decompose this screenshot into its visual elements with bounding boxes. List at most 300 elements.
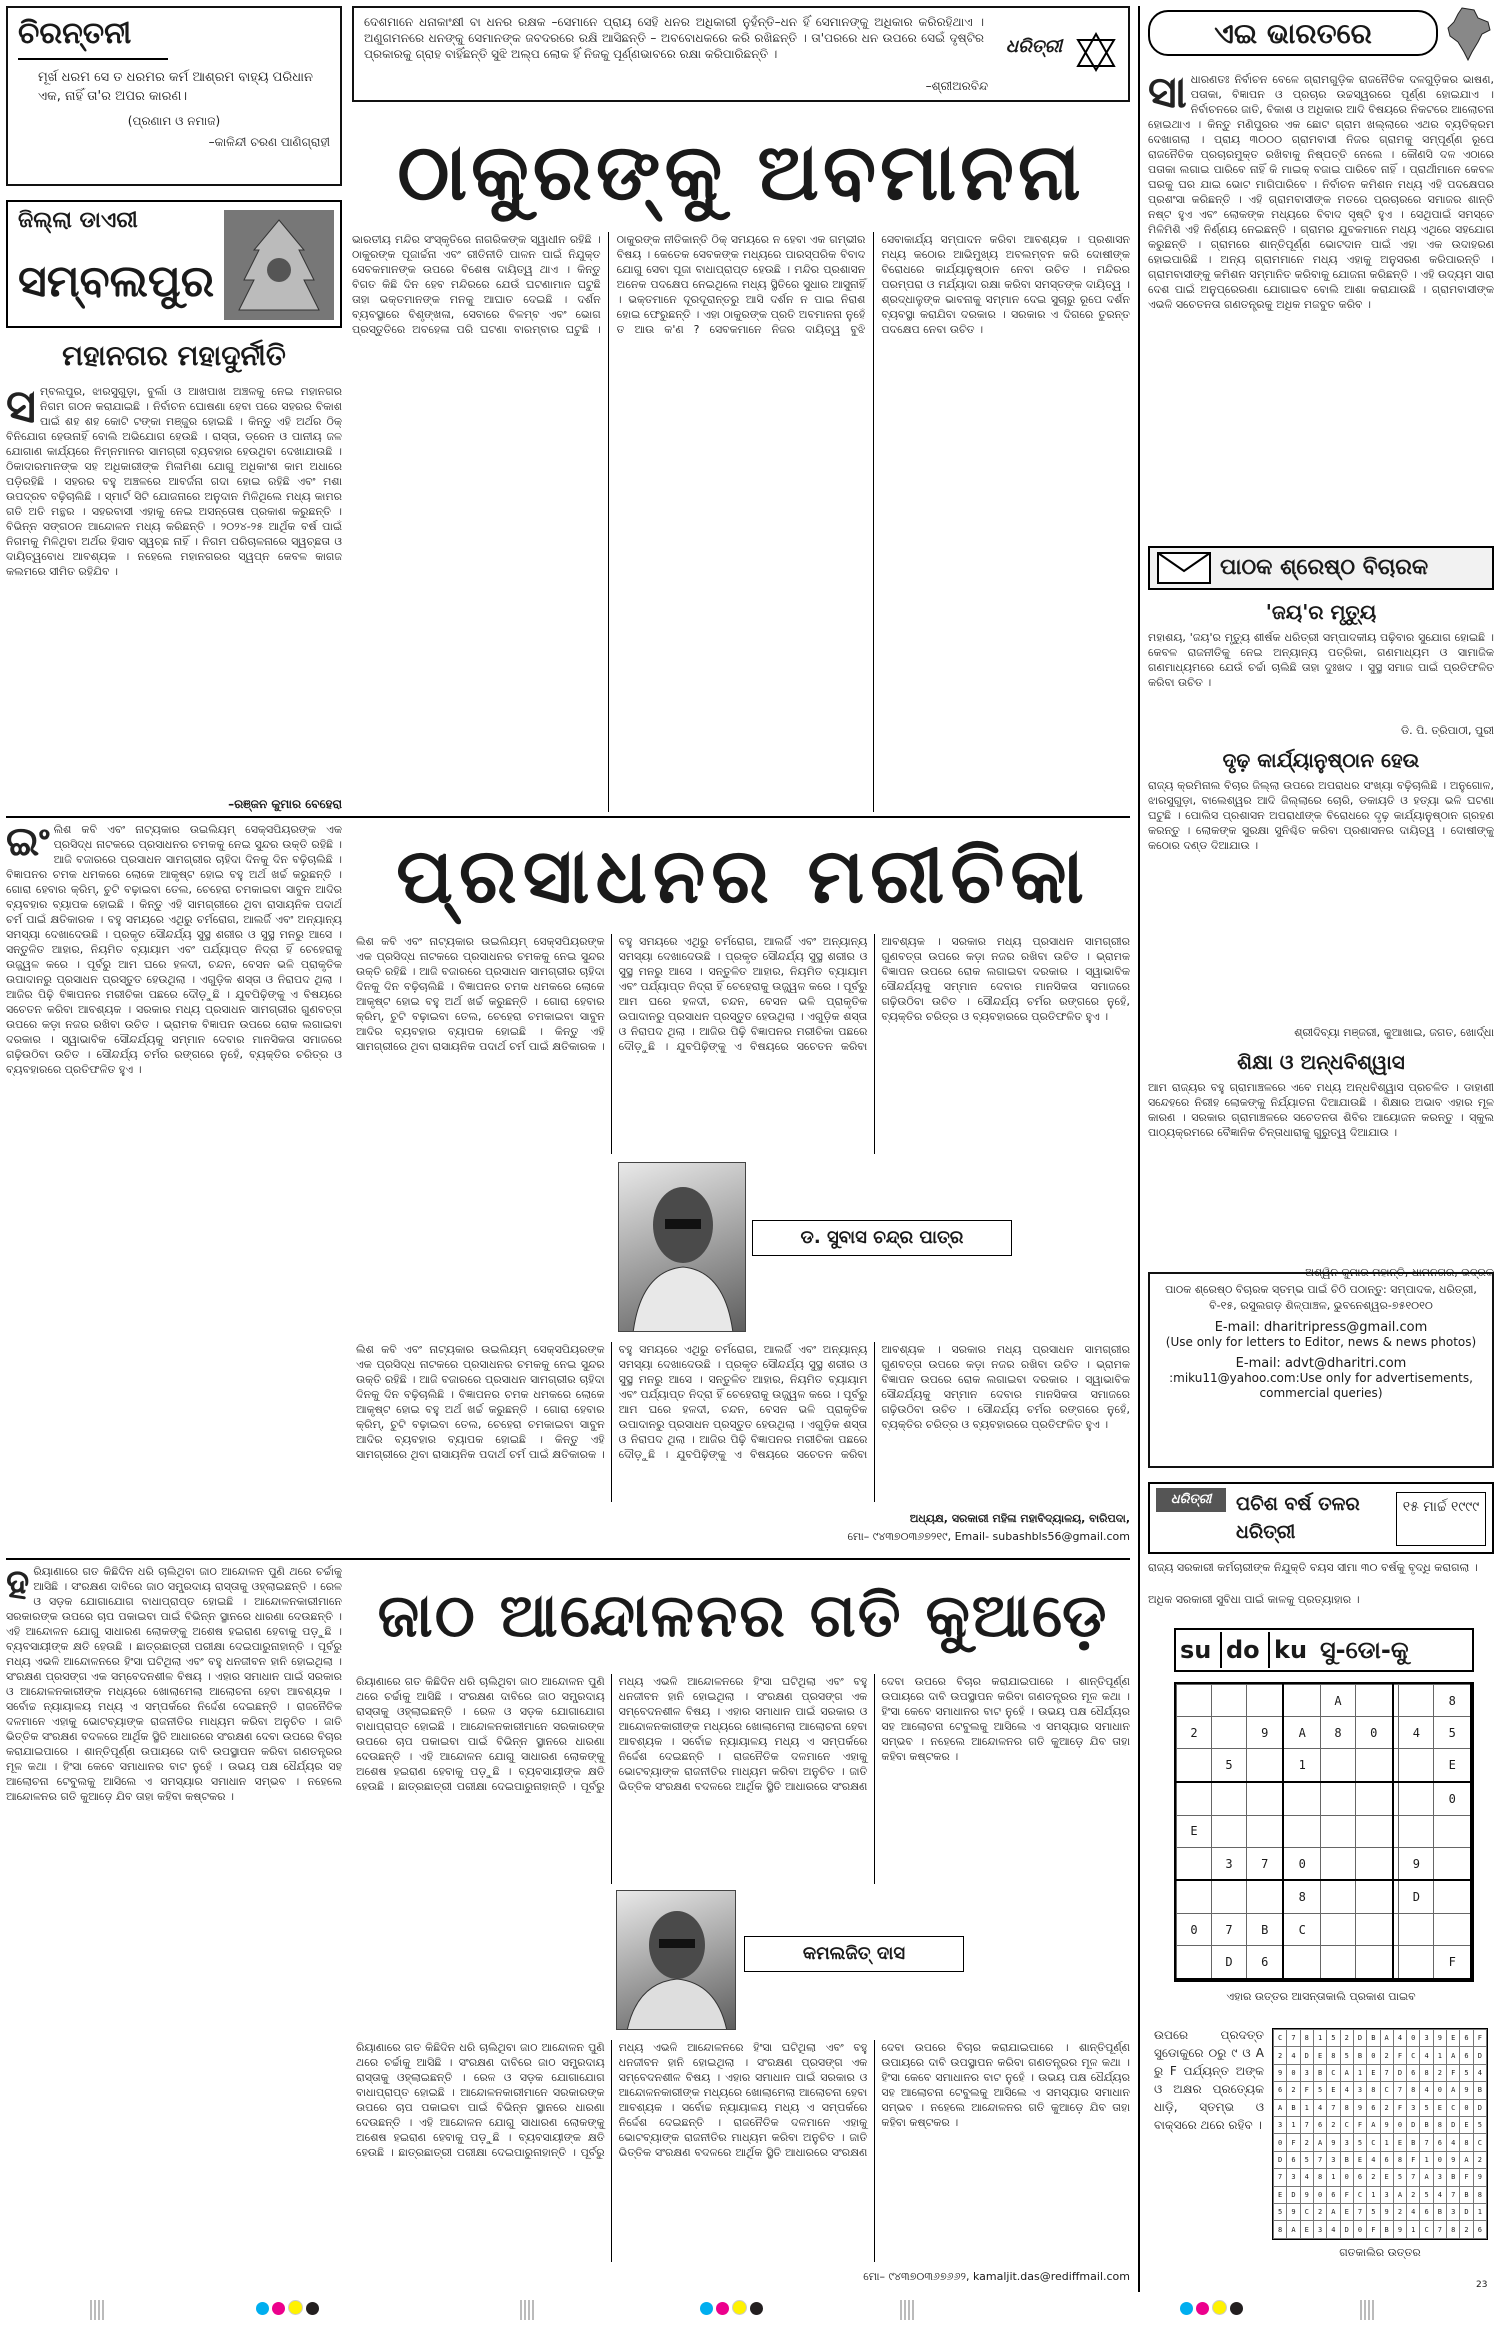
dharitri-logo: ଧରିତ୍ରୀ — [1005, 36, 1062, 57]
solution-cell: F — [1300, 2082, 1313, 2099]
solution-cell: 6 — [1287, 2151, 1300, 2168]
sudoku-instructions: ଉପରେ ପ୍ରଦତ୍ତ ସୁଡୋକୁରେ ୦ରୁ ୯ ଓ A ରୁ F ପର୍ଯ୍ୟନ୍ତ ଅଙ୍କ ଓ ଅକ୍ଷର ପ୍ରତ୍ୟେକ ଧାଡ଼ି, ସ୍ତମ୍ଭ ଓ ବାକ୍ସରେ ଥରେ ରହିବ । — [1154, 2028, 1264, 2132]
solution-cell: D — [1287, 2186, 1300, 2203]
solution-cell: C — [1447, 2099, 1460, 2116]
solution-cell: A — [1367, 2117, 1380, 2134]
solution-cell: C — [1340, 2117, 1353, 2134]
sudoku-cell[interactable]: 0 — [1434, 1782, 1471, 1815]
sudoku-title-do: do — [1220, 1632, 1260, 1668]
solution-cell: 5 — [1367, 2204, 1380, 2221]
solution-cell: 2 — [1393, 2204, 1406, 2221]
prasadhana-headline: ପ୍ରସାଧନର ମରୀଚିକା — [396, 831, 1090, 920]
district-author: –ରଞ୍ଜନ କୁମାର ବେହେରା — [228, 797, 342, 811]
solution-cell: 6 — [1420, 2204, 1433, 2221]
sudoku-solution-caption: ଗତକାଲିର ଉତ୍ତର — [1339, 2246, 1421, 2259]
prasadhana-contact: ମୋ– ୯୪୩୭୦୩୬୭୨୧୯, Email- subashbls56@gmail.com — [847, 1530, 1130, 1543]
sudoku-cell[interactable] — [1434, 1847, 1471, 1880]
sudoku-cell[interactable] — [1355, 1749, 1392, 1782]
solution-cell: 1 — [1327, 2169, 1340, 2186]
sudoku-cell[interactable]: 8 — [1434, 1685, 1471, 1717]
sudoku-cell[interactable]: 9 — [1399, 1847, 1434, 1880]
solution-cell: 7 — [1353, 2204, 1366, 2221]
solution-cell: 0 — [1433, 2082, 1446, 2099]
letters-header: ପାଠକ ଶ୍ରେଷ୍ଠ ବିଚାରକ — [1220, 555, 1429, 580]
solution-cell: 4 — [1287, 2047, 1300, 2064]
solution-cell: 3 — [1340, 2134, 1353, 2151]
sudoku-cell[interactable] — [1211, 1685, 1246, 1717]
pachisa-item-2: ଅଧିକ ସରକାରୀ ସୁବିଧା ପାଇଁ କାଳକୁ ପ୍ରତ୍ୟାହାର । — [1148, 1593, 1360, 1606]
solution-cell: 2 — [1274, 2047, 1287, 2064]
solution-cell: B — [1367, 2030, 1380, 2047]
sudoku-cell[interactable]: C — [1283, 1914, 1320, 1946]
sudoku-cell[interactable]: 9 — [1246, 1717, 1283, 1749]
solution-cell: 8 — [1433, 2117, 1446, 2134]
sudoku-cell[interactable] — [1177, 1749, 1212, 1782]
solution-cell: F — [1460, 2169, 1473, 2186]
solution-cell: 4 — [1433, 2186, 1446, 2203]
solution-cell: 8 — [1447, 2221, 1460, 2239]
solution-cell: F — [1473, 2030, 1486, 2047]
solution-cell: 6 — [1327, 2186, 1340, 2203]
sudoku-cell[interactable] — [1355, 1685, 1392, 1717]
solution-cell: 4 — [1300, 2169, 1313, 2186]
solution-cell: B — [1287, 2099, 1300, 2116]
right-column-rule — [1138, 6, 1140, 2292]
solution-cell: E — [1313, 2047, 1326, 2064]
sudoku-cell[interactable]: 0 — [1177, 1914, 1212, 1946]
solution-cell: F — [1353, 2117, 1366, 2134]
sudoku-cell[interactable] — [1211, 1717, 1246, 1749]
solution-cell: 8 — [1393, 2151, 1406, 2168]
prasadhana-byline: ଡ. ସୁବାସ ଚନ୍ଦ୍ର ପାତ୍ର — [752, 1220, 1012, 1256]
sudoku-cell[interactable] — [1321, 1946, 1356, 1979]
solution-cell: 0 — [1407, 2030, 1420, 2047]
grey-bar — [90, 2300, 106, 2320]
solution-cell: 0 — [1460, 2099, 1473, 2116]
sudoku-cell[interactable] — [1399, 1782, 1434, 1815]
solution-cell: E — [1327, 2082, 1340, 2099]
sudoku-cell[interactable] — [1399, 1749, 1434, 1782]
solution-cell: 4 — [1473, 2064, 1486, 2081]
solution-cell: D — [1447, 2117, 1460, 2134]
sudoku-cell[interactable] — [1399, 1815, 1434, 1847]
solution-cell: E — [1353, 2151, 1366, 2168]
sudoku-cell[interactable] — [1246, 1749, 1283, 1782]
sudoku-cell[interactable]: D — [1211, 1946, 1246, 1979]
solution-cell: 8 — [1460, 2134, 1473, 2151]
pachisa-item-1: ରାଜ୍ୟ ସରକାରୀ କର୍ମଚାରୀଙ୍କ ନିଯୁକ୍ତି ବୟସ ସୀମା ୩୦ ବର୍ଷକୁ ବୃଦ୍ଧି କରାଗଲା । — [1148, 1561, 1478, 1574]
sudoku-cell[interactable] — [1321, 1815, 1356, 1847]
pachisa-section — [1148, 1482, 1494, 1612]
solution-cell: B — [1353, 2047, 1366, 2064]
solution-cell: 7 — [1433, 2221, 1446, 2239]
solution-cell: 6 — [1367, 2099, 1380, 2116]
top-quote-text: ଦେଶମାନେ ଧନାକାଂକ୍ଷୀ ବା ଧନର ରକ୍ଷକ –ସେମାନେ ପ୍ରାୟ ସେହି ଧନର ଅଧିକାରୀ ନୁହଁନ୍ତି–ଧନ ହିଁ ସେମାନଙ୍କୁ ଅଧିକାର କରିରହିଥାଏ । ଅଣୁଗମନରେ ଧନଙ୍କୁ ସେମାନଙ୍କ ଜବଦରରେ ରକ୍ଷି ଆସିଛନ୍ତି – ଅବବୋଧକରେ କରି ରଖିଛନ୍ତି । ତା'ପରରେ ଧନ ଉପରେ ସେଇଁ ଦୃଷ୍ଟିର ପ୍ରକାରକୁ ଗ୍ରାହ ବାହିଁଛନ୍ତି ସୁଝି ଅଲ୍ପ ଲୋକ ହିଁ ନିଜକୁ ପୂର୍ଣ୍ଣଭାବରେ ରକ୍ଷା କରିପାରିଛନ୍ତି । — [364, 15, 984, 61]
solution-cell: 5 — [1313, 2082, 1326, 2099]
sudoku-cell[interactable]: A — [1283, 1717, 1320, 1749]
solution-cell: 1 — [1300, 2099, 1313, 2116]
solution-cell: F — [1287, 2134, 1300, 2151]
solution-cell: F — [1407, 2151, 1420, 2168]
sudoku-cell[interactable] — [1434, 1914, 1471, 1946]
solution-cell: 1 — [1420, 2151, 1433, 2168]
sudoku-cell[interactable] — [1355, 1847, 1392, 1880]
solution-cell: B — [1433, 2204, 1446, 2221]
jath-article — [6, 1564, 1130, 2292]
jath-contact: ମୋ– ୯୪୩୭୦୩୬୭୬୬୨, kamaljit.das@rediffmail.com — [863, 2270, 1130, 2283]
solution-cell: 9 — [1380, 2117, 1393, 2134]
sudoku-cell[interactable] — [1355, 1782, 1392, 1815]
solution-cell: 7 — [1380, 2064, 1393, 2081]
sudoku-cell[interactable] — [1283, 1782, 1320, 1815]
registration-marks-2 — [520, 2300, 538, 2324]
solution-cell: E — [1340, 2204, 1353, 2221]
solution-cell: E — [1393, 2134, 1406, 2151]
solution-cell: 0 — [1313, 2186, 1326, 2203]
jath-headline: ଜାଠ ଆନ୍ଦୋଳନର ଗତି କୁଆଡ଼େ — [377, 1581, 1109, 1651]
sudoku-cell[interactable] — [1246, 1815, 1283, 1847]
solution-cell: 7 — [1313, 2151, 1326, 2168]
solution-cell: 3 — [1420, 2030, 1433, 2047]
solution-cell: 6 — [1460, 2047, 1473, 2064]
registration-marks-6 — [1360, 2300, 1378, 2324]
solution-cell: 5 — [1420, 2099, 1433, 2116]
solution-cell: 5 — [1460, 2064, 1473, 2081]
registration-marks-left — [90, 2300, 108, 2324]
chirantani-source: (ପ୍ରଣାମ ଓ ନମାଜ) — [127, 114, 221, 128]
pachisa-brand: ଧରିତ୍ରୀ — [1156, 1488, 1226, 1512]
solution-cell: 1 — [1367, 2186, 1380, 2203]
solution-cell: 3 — [1274, 2117, 1287, 2134]
solution-cell: 2 — [1287, 2082, 1300, 2099]
letter-1-title: 'ଜୟ'ର ମୃତ୍ୟୁ — [1265, 600, 1377, 624]
letter-2-body: ରାଜ୍ୟ କ୍ରମିନାଲ ବିଚାର ଜିଲ୍ଲା ଉପରେ ଅପରାଧର ସଂଖ୍ୟା ବଢ଼ିଚାଲିଛି । ଅନୁଗୋଳ, ଝାରସୁଗୁଡ଼ା, ବାଲେଶ୍ୱର ଆଦି ଜିଲ୍ଲାରେ ଚୋରି, ଡକାୟତି ଓ ହତ୍ୟା ଭଳି ଘଟଣା ଘଟୁଛି । ପୋଲିସ ପ୍ରଶାସନ ଅପରାଧୀଙ୍କ ବିରୋଧରେ ଦୃଢ଼ କାର୍ଯ୍ୟାନୁଷ୍ଠାନ ଗ୍ରହଣ କରନ୍ତୁ । ଲୋକଙ୍କ ସୁରକ୍ଷା ସୁନିଶ୍ଚିତ କରିବା ପ୍ରଶାସନର ଦାୟିତ୍ୱ । ଦୋଷୀଙ୍କୁ କଠୋର ଦଣ୍ଡ ଦିଆଯାଉ । — [1148, 779, 1494, 852]
registration-marks-4 — [900, 2300, 918, 2324]
sudoku-cell[interactable] — [1177, 1782, 1212, 1815]
sudoku-cell[interactable] — [1355, 1914, 1392, 1946]
solution-cell: 7 — [1287, 2030, 1300, 2047]
registration-marks-5 — [1180, 2300, 1246, 2324]
district-name: ସମ୍ବଲପୁର — [18, 256, 215, 307]
solution-cell: 8 — [1327, 2047, 1340, 2064]
solution-cell: 3 — [1407, 2099, 1420, 2116]
solution-cell: A — [1447, 2047, 1460, 2064]
solution-cell: 5 — [1473, 2117, 1486, 2134]
solution-cell: 3 — [1300, 2064, 1313, 2081]
prasadhana-footer: ଅଧ୍ୟକ୍ଷ, ସରକାରୀ ମହିଳା ମହାବିଦ୍ୟାଳୟ, ବାରିପଦା, — [909, 1512, 1130, 1525]
sudoku-cell[interactable]: E — [1434, 1749, 1471, 1782]
solution-cell: 8 — [1313, 2169, 1326, 2186]
solution-cell: 1 — [1287, 2117, 1300, 2134]
letters-section — [1148, 546, 1494, 1316]
solution-cell: 7 — [1300, 2117, 1313, 2134]
sudoku-cell[interactable] — [1321, 1749, 1356, 1782]
jath-byline: କମଲଜିତ୍ ଦାସ — [744, 1936, 964, 1972]
solution-cell: 9 — [1327, 2134, 1340, 2151]
solution-cell: B — [1340, 2151, 1353, 2168]
solution-cell: A — [1393, 2186, 1406, 2203]
solution-cell: 9 — [1380, 2204, 1393, 2221]
solution-cell: F — [1393, 2099, 1406, 2116]
solution-cell: B — [1473, 2082, 1486, 2099]
chirantani-title: ଚିରନ୍ତନୀ — [18, 16, 132, 51]
solution-cell: 3 — [1287, 2169, 1300, 2186]
sudoku-cell[interactable] — [1399, 1946, 1434, 1979]
author-photo-kamaljit — [616, 1890, 736, 2030]
solution-cell: 9 — [1274, 2064, 1287, 2081]
letter-3-body: ଆମ ରାଜ୍ୟର ବହୁ ଗ୍ରାମାଞ୍ଚଳରେ ଏବେ ମଧ୍ୟ ଅନ୍ଧବିଶ୍ୱାସ ପ୍ରଚଳିତ । ଡାହାଣୀ ସନ୍ଦେହରେ ନିରୀହ ଲୋକଙ୍କୁ ନିର୍ଯ୍ୟାତନା ଦିଆଯାଉଛି । ଶିକ୍ଷାର ଅଭାବ ଏହାର ମୂଳ କାରଣ । ସରକାର ଗ୍ରାମାଞ୍ଚଳରେ ସଚେତନତା ଶିବିର ଆୟୋଜନ କରନ୍ତୁ । ସ୍କୁଲ ପାଠ୍ୟକ୍ରମରେ ବୈଜ୍ଞାନିକ ଚିନ୍ତାଧାରାକୁ ଗୁରୁତ୍ୱ ଦିଆଯାଉ । — [1148, 1081, 1494, 1139]
india-map-icon — [1444, 6, 1494, 62]
sudoku-cell[interactable]: 8 — [1321, 1717, 1356, 1749]
temple-emblem-icon — [224, 210, 334, 320]
solution-cell: 5 — [1393, 2169, 1406, 2186]
solution-cell: 1 — [1353, 2064, 1366, 2081]
letter-3-author: ଅଶ୍ୱିନ କୁମାର ମହାନ୍ତି, ଧାମନଗର, ଭଦ୍ରକ — [1305, 1266, 1494, 1279]
sudoku-cell[interactable]: E — [1177, 1815, 1212, 1847]
sudoku-cell[interactable]: F — [1434, 1946, 1471, 1979]
person-silhouette-icon — [619, 1163, 746, 1332]
solution-cell: 7 — [1274, 2169, 1287, 2186]
solution-cell: 2 — [1407, 2186, 1420, 2203]
solution-cell: B — [1460, 2186, 1473, 2203]
solution-cell: 7 — [1393, 2082, 1406, 2099]
solution-cell: 2 — [1313, 2204, 1326, 2221]
solution-cell: 1 — [1407, 2221, 1420, 2239]
solution-cell: F — [1447, 2064, 1460, 2081]
pachisa-title: ପଚିଶ ବର୍ଷ ତଳର ଧରିତ୍ରୀ — [1236, 1493, 1360, 1543]
letter-3-title: ଶିକ୍ଷା ଓ ଅନ୍ଧବିଶ୍ୱାସ — [1237, 1050, 1405, 1074]
sudoku-cell[interactable]: 6 — [1246, 1946, 1283, 1979]
solution-cell: 2 — [1460, 2221, 1473, 2239]
solution-cell: B — [1313, 2064, 1326, 2081]
sudoku-cell[interactable]: 8 — [1283, 1880, 1320, 1913]
person-silhouette-icon — [617, 1891, 736, 2030]
solution-cell: 8 — [1340, 2099, 1353, 2116]
prasadhana-body-col1: ଲିଶ କବି ଏବଂ ନାଟ୍ୟକାର ଉଇଲିୟମ୍ ସେକ୍ସପିୟରଙ୍କ ଏକ ପ୍ରସିଦ୍ଧ ନାଟକରେ ପ୍ରସାଧନର ଚମକକୁ ନେଇ ସୁନ୍ଦର ଉକ୍ତି ରହିଛି । ଆଜି ବଜାରରେ ପ୍ରସାଧନ ସାମଗ୍ରୀର ଚାହିଦା ଦିନକୁ ଦିନ ବଢ଼ିଚାଲିଛି । ବିଜ୍ଞାପନର ଚମକ ଧମକରେ ଲୋକେ ଆକୃଷ୍ଟ ହୋଇ ବହୁ ଅର୍ଥ ଖର୍ଚ୍ଚ କରୁଛନ୍ତି । ଗୋରା ହେବାର କ୍ରିମ୍, ଚୁଟି ବଢ଼ାଇବା ତେଲ, ଚେହେରା ଚମକାଇବା ସାବୁନ ଆଦିର ବ୍ୟବହାର ବ୍ୟାପକ ହୋଇଛି । କିନ୍ତୁ ଏହି ସାମଗ୍ରୀରେ ଥିବା ରାସାୟନିକ ପଦାର୍ଥ ଚର୍ମ ପାଇଁ କ୍ଷତିକାରକ । ବହୁ ସମୟରେ ଏଥିରୁ ଚର୍ମରୋଗ, ଆଲର୍ଜି ଏବଂ ଅନ୍ୟାନ୍ୟ ସମସ୍ୟା ଦେଖାଦେଉଛି । ପ୍ରକୃତ ସୌନ୍ଦର୍ଯ୍ୟ ସୁସ୍ଥ ଶରୀର ଓ ସୁସ୍ଥ ମନରୁ ଆସେ । ସନ୍ତୁଳିତ ଆହାର, ନିୟମିତ ବ୍ୟାୟାମ ଏବଂ ପର୍ଯ୍ୟାପ୍ତ ନିଦ୍ରା ହିଁ ଚେହେରାକୁ ଉଜ୍ଜ୍ୱଳ କରେ । ପୂର୍ବରୁ ଆମ ଘରେ ହଳଦୀ, ଚନ୍ଦନ, ବେସନ ଭଳି ପ୍ରାକୃତିକ ଉପାଦାନରୁ ପ୍ରସାଧନ ପ୍ରସ୍ତୁତ ହେଉଥିଲା । ଏଗୁଡ଼ିକ ଶସ୍ତା ଓ ନିରାପଦ ଥିଲା । ଆଜିର ପିଢ଼ି ବିଜ୍ଞାପନର ମରୀଚିକା ପଛରେ ଦୌଡ଼ୁଛି । ଯୁବପିଢ଼ିଙ୍କୁ ଏ ବିଷୟରେ ସଚେତନ କରିବା ଆବଶ୍ୟକ । ସରକାର ମଧ୍ୟ ପ୍ରସାଧନ ସାମଗ୍ରୀର ଗୁଣବତ୍ତା ଉପରେ କଡ଼ା ନଜର ରଖିବା ଉଚିତ । ଭ୍ରାମକ ବିଜ୍ଞାପନ ଉପରେ ରୋକ ଲଗାଇବା ଦରକାର । ସ୍ୱାଭାବିକ ସୌନ୍ଦର୍ଯ୍ୟକୁ ସମ୍ମାନ ଦେବାର ମାନସିକତା ସମାଜରେ ଗଢ଼ିଉଠିବା ଉଚିତ । ସୌନ୍ଦର୍ଯ୍ୟ ଚର୍ମର ରଙ୍ଗରେ ନୁହେଁ, ବ୍ୟକ୍ତିର ଚରିତ୍ର ଓ ବ୍ୟବହାରରେ ପ୍ରତିଫଳିତ ହୁଏ । — [6, 823, 342, 1076]
solution-cell: 0 — [1340, 2169, 1353, 2186]
solution-cell: 9 — [1353, 2099, 1366, 2116]
solution-cell: E — [1274, 2186, 1287, 2203]
solution-cell: 3 — [1327, 2151, 1340, 2168]
sudoku-title-odia: ସୁ-ଡୋ-କୁ — [1320, 1636, 1409, 1664]
solution-cell: 4 — [1447, 2134, 1460, 2151]
solution-cell: C — [1274, 2030, 1287, 2047]
sudoku-title-ku: ku — [1268, 1632, 1307, 1668]
divider-lower — [6, 1558, 1130, 1560]
editorial-body: ଭାରତୀୟ ମନ୍ଦିର ସଂସ୍କୃତିରେ ନାଗରିକଙ୍କ ସ୍ୱାଧୀନ ରହିଛି । ଠାକୁରଙ୍କ ପୂଜାର୍ଚ୍ଚନା ଏବଂ ରୀତିନୀତି ପାଳନ ପାଇଁ ନିଯୁକ୍ତ ସେବକମାନଙ୍କ ଉପରେ ବିଶେଷ ଦାୟିତ୍ୱ ଥାଏ । କିନ୍ତୁ ବିଗତ କିଛି ଦିନ ହେବ ମନ୍ଦିରରେ ଯେଉଁ ଘଟଣାମାନ ଘଟୁଛି ତାହା ଭକ୍ତମାନଙ୍କ ମନକୁ ଆଘାତ ଦେଇଛି । ଦର୍ଶନ ବ୍ୟବସ୍ଥାରେ ବିଶୃଙ୍ଖଳା, ସେବାରେ ବିଳମ୍ବ ଏବଂ ଭୋଗ ପ୍ରସ୍ତୁତିରେ ଅବହେଳା ପରି ଘଟଣା ବାରମ୍ବାର ଘଟୁଛି । ଠାକୁରଙ୍କ ନୀତିକାନ୍ତି ଠିକ୍ ସମୟରେ ନ ହେବା ଏକ ଗମ୍ଭୀର ବିଷୟ । କେତେକ ସେବକଙ୍କ ମଧ୍ୟରେ ପାରସ୍ପରିକ ବିବାଦ ଯୋଗୁ ସେବା ପୂଜା ବାଧାପ୍ରାପ୍ତ ହେଉଛି । ମନ୍ଦିର ପ୍ରଶାସନ ଅନେକ ପଦକ୍ଷେପ ନେଇଥିଲେ ମଧ୍ୟ ସ୍ଥିତିରେ ସୁଧାର ଆସୁନାହିଁ । ଭକ୍ତମାନେ ଦୂରଦୂରାନ୍ତରୁ ଆସି ଦର୍ଶନ ନ ପାଇ ନିରାଶ ହୋଇ ଫେରୁଛନ୍ତି । ଏହା ଠାକୁରଙ୍କ ପ୍ରତି ଅବମାନନା ନୁହେଁ ତ ଆଉ କ'ଣ ? ସେବକମାନେ ନିଜର ଦାୟିତ୍ୱ ବୁଝି ସେବାକାର୍ଯ୍ୟ ସମ୍ପାଦନ କରିବା ଆବଶ୍ୟକ । ପ୍ରଶାସନ ମଧ୍ୟ କଠୋର ଆଭିମୁଖ୍ୟ ଅବଲମ୍ବନ କରି ଦୋଷୀଙ୍କ ବିରୋଧରେ କାର୍ଯ୍ୟାନୁଷ୍ଠାନ ନେବା ଉଚିତ । ମନ୍ଦିରର ପରମ୍ପରା ଓ ମର୍ଯ୍ୟାଦା ରକ୍ଷା କରିବା ସମସ୍ତଙ୍କ ଦାୟିତ୍ୱ । ଶ୍ରଦ୍ଧାଳୁଙ୍କ ଭାବନାକୁ ସମ୍ମାନ ଦେଇ ସୁଚାରୁ ରୂପେ ଦର୍ଶନ ବ୍ୟବସ୍ଥା କରାଯିବା ଦରକାର । ସରକାର ଏ ଦିଗରେ ତୁରନ୍ତ ପଦକ୍ଷେପ ନେବା ଉଚିତ । — [352, 233, 1130, 336]
solution-cell: 5 — [1327, 2030, 1340, 2047]
sudoku-cell[interactable] — [1434, 1880, 1471, 1913]
solution-cell: 0 — [1353, 2221, 1366, 2239]
solution-cell: 1 — [1380, 2134, 1393, 2151]
solution-cell: 7 — [1447, 2186, 1460, 2203]
sudoku-cell[interactable]: 4 — [1399, 1717, 1434, 1749]
submit-info: ପାଠକ ଶ୍ରେଷ୍ଠ ବିଚାରକ ସ୍ତମ୍ଭ ପାଇଁ ଚିଠି ପଠାନ୍ତୁ: ସମ୍ପାଦକ, ଧରିତ୍ରୀ, ବି-୧୫, ରସୁଲଗଡ଼ ଶିଳ୍ପାଞ୍ଚଳ, ଭୁବନେଶ୍ୱର-୭୫୧୦୧୦ — [1165, 1283, 1477, 1312]
solution-cell: 8 — [1407, 2082, 1420, 2099]
sudoku-cell[interactable] — [1399, 1685, 1434, 1717]
solution-cell: 8 — [1420, 2064, 1433, 2081]
solution-cell: F — [1367, 2221, 1380, 2239]
sudoku-cell[interactable]: 1 — [1283, 1749, 1320, 1782]
solution-cell: E — [1460, 2117, 1473, 2134]
sudoku-cell[interactable]: D — [1399, 1880, 1434, 1913]
sudoku-cell[interactable] — [1211, 1815, 1246, 1847]
divider-mid — [6, 816, 1130, 818]
solution-cell: 4 — [1340, 2082, 1353, 2099]
sudoku-cell[interactable]: 3 — [1211, 1847, 1246, 1880]
solution-cell: C — [1300, 2204, 1313, 2221]
solution-cell: 3 — [1313, 2221, 1326, 2239]
solution-cell: C — [1420, 2221, 1433, 2239]
chirantani-author: –କାଳିନ୍ଦୀ ଚରଣ ପାଣିଗ୍ରାହୀ — [208, 135, 330, 149]
sudoku-cell[interactable] — [1211, 1880, 1246, 1913]
sudoku-solution-grid — [1273, 2029, 1487, 2239]
solution-cell: 8 — [1300, 2030, 1313, 2047]
solution-cell: D — [1473, 2099, 1486, 2116]
page-number: 23 — [1476, 2280, 1488, 2290]
sudoku-cell[interactable] — [1321, 1847, 1356, 1880]
solution-cell: 1 — [1313, 2030, 1326, 2047]
jath-body-col1: ରିୟାଣାରେ ଗତ କିଛିଦିନ ଧରି ଚାଲିଥିବା ଜାଠ ଆନ୍ଦୋଳନ ପୁଣି ଥରେ ଚର୍ଚ୍ଚାକୁ ଆସିଛି । ସଂରକ୍ଷଣ ଦାବିରେ ଜାଠ ସମ୍ପ୍ରଦାୟ ରାସ୍ତାକୁ ଓହ୍ଲାଇଛନ୍ତି । ରେଳ ଓ ସଡ଼କ ଯୋଗାଯୋଗ ବାଧାପ୍ରାପ୍ତ ହୋଇଛି । ଆନ୍ଦୋଳନକାରୀମାନେ ସରକାରଙ୍କ ଉପରେ ଚାପ ପକାଇବା ପାଇଁ ବିଭିନ୍ନ ସ୍ଥାନରେ ଧାରଣା ଦେଉଛନ୍ତି । ଏହି ଆନ୍ଦୋଳନ ଯୋଗୁ ସାଧାରଣ ଲୋକଙ୍କୁ ଅଶେଷ ହଇରାଣ ହେବାକୁ ପଡ଼ୁଛି । ବ୍ୟବସାୟୀଙ୍କ କ୍ଷତି ହେଉଛି । ଛାତ୍ରଛାତ୍ରୀ ପରୀକ୍ଷା ଦେଇପାରୁନାହାନ୍ତି । ପୂର୍ବରୁ ମଧ୍ୟ ଏଭଳି ଆନ୍ଦୋଳନରେ ହିଂସା ଘଟିଥିଲା ଏବଂ ବହୁ ଧନଜୀବନ ହାନି ହୋଇଥିଲା । ସଂରକ୍ଷଣ ପ୍ରସଙ୍ଗ ଏକ ସମ୍ବେଦନଶୀଳ ବିଷୟ । ଏହାର ସମାଧାନ ପାଇଁ ସରକାର ଓ ଆନ୍ଦୋଳନକାରୀଙ୍କ ମଧ୍ୟରେ ଖୋଲାମେଲା ଆଲୋଚନା ହେବା ଆବଶ୍ୟକ । ସର୍ବୋଚ୍ଚ ନ୍ୟାୟାଳୟ ମଧ୍ୟ ଏ ସମ୍ପର୍କରେ ନିର୍ଦ୍ଦେଶ ଦେଇଛନ୍ତି । ରାଜନୈତିକ ଦଳମାନେ ଏହାକୁ ଭୋଟବ୍ୟାଙ୍କ ରାଜନୀତିର ମାଧ୍ୟମ କରିବା ଅନୁଚିତ । ଜାତି ଭିତ୍ତିକ ସଂରକ୍ଷଣ ବଦଳରେ ଆର୍ଥିକ ସ୍ଥିତି ଆଧାରରେ ସଂରକ୍ଷଣ ଦେବା ଉପରେ ବିଚାର କରାଯାଇପାରେ । ଶାନ୍ତିପୂର୍ଣ୍ଣ ଉପାୟରେ ଦାବି ଉପସ୍ଥାପନ କରିବା ଗଣତନ୍ତ୍ରର ମୂଳ କଥା । ହିଂସା କେବେ ସମାଧାନର ବାଟ ନୁହେଁ । ଉଭୟ ପକ୍ଷ ଧୈର୍ଯ୍ୟର ସହ ଆଲୋଚନା ଟେବୁଲକୁ ଆସିଲେ ଏ ସମସ୍ୟାର ସମାଧାନ ସମ୍ଭବ । ନହେଲେ ଆନ୍ଦୋଳନର ଗତି କୁଆଡ଼େ ଯିବ ତାହା କହିବା କଷ୍ଟକର । — [6, 1565, 342, 1803]
sudoku-cell[interactable] — [1246, 1880, 1283, 1913]
solution-cell: D — [1340, 2221, 1353, 2239]
sudoku-cell[interactable] — [1246, 1782, 1283, 1815]
sudoku-cell[interactable] — [1211, 1782, 1246, 1815]
solution-cell: A — [1274, 2099, 1287, 2116]
author-photo-subash — [618, 1162, 746, 1332]
sudoku-cell[interactable] — [1321, 1880, 1356, 1913]
sudoku-cell[interactable]: 0 — [1283, 1847, 1320, 1880]
solution-cell: D — [1300, 2047, 1313, 2064]
solution-cell: 9 — [1473, 2169, 1486, 2186]
sudoku-cell[interactable] — [1355, 1946, 1392, 1979]
sudoku-cell[interactable]: 5 — [1434, 1717, 1471, 1749]
solution-cell: 5 — [1300, 2151, 1313, 2168]
prasadhana-lead: ଇଂ — [6, 822, 50, 865]
letters-submit-box — [1148, 1272, 1494, 1468]
sudoku-cell[interactable] — [1177, 1847, 1212, 1880]
sudoku-cell[interactable]: 5 — [1211, 1749, 1246, 1782]
solution-cell: C — [1367, 2134, 1380, 2151]
solution-cell: C — [1327, 2064, 1340, 2081]
solution-cell: 7 — [1420, 2134, 1433, 2151]
solution-cell: 6 — [1313, 2117, 1326, 2134]
sudoku-cell[interactable] — [1283, 1946, 1320, 1979]
solution-cell: 6 — [1380, 2151, 1393, 2168]
solution-cell: A — [1420, 2169, 1433, 2186]
solution-cell: 0 — [1393, 2117, 1406, 2134]
chirantani-quote: ମୂର୍ଖ ଧରମ ସେ ତ ଧରମର କର୍ମ ଆଶ୍ରମ ବାହ୍ୟ ପରିଧାନ ଏକ, ନାହିଁ ତା'ର ଅପର କାରଣ। — [38, 70, 313, 104]
solution-cell: 6 — [1473, 2221, 1486, 2239]
solution-cell: D — [1274, 2151, 1287, 2168]
sudoku-cell[interactable]: 7 — [1211, 1914, 1246, 1946]
sudoku-cell[interactable]: 2 — [1177, 1717, 1212, 1749]
letter-1-body: ମହାଶୟ, 'ଜୟ'ର ମୃତ୍ୟୁ ଶୀର୍ଷକ ଧରିତ୍ରୀ ସମ୍ପାଦକୀୟ ପଢ଼ିବାର ସୁଯୋଗ ହୋଇଛି । କେବଳ ରାଜନୀତିକୁ ନେଇ ଅନ୍ୟାନ୍ୟ ପତ୍ରିକା, ଗଣମାଧ୍ୟମ ଓ ସାମାଜିକ ଗଣମାଧ୍ୟମରେ ଯେଉଁ ଚର୍ଚ୍ଚା ଚାଲିଛି ତାହା ଦୁଃଖଦ । ସୁସ୍ଥ ସମାଜ ପାଇଁ ପ୍ରତିଫଳିତ କରିବା ଉଚିତ । — [1148, 631, 1494, 689]
jath-lead: ହ — [6, 1564, 30, 1607]
solution-cell: 0 — [1274, 2134, 1287, 2151]
sudoku-cell[interactable] — [1434, 1815, 1471, 1847]
email-editor[interactable]: E-mail: dharitripress@gmail.com — [1214, 1320, 1428, 1335]
solution-cell: 6 — [1407, 2064, 1420, 2081]
solution-cell: 4 — [1367, 2151, 1380, 2168]
district-body: ମ୍ବଲପୁର, ଝାରସୁଗୁଡ଼ା, ବୁର୍ଲା ଓ ଆଖପାଖ ଅଞ୍ଚଳକୁ ନେଇ ମହାନଗର ନିଗମ ଗଠନ କରାଯାଇଛି । ନିର୍ବାଚନ ଘୋଷଣା ହେବା ପରେ ସହରର ବିକାଶ ପାଇଁ ଶହ ଶହ କୋଟି ଟଙ୍କା ମଞ୍ଜୁର ହୋଇଛି । କିନ୍ତୁ ଏହି ଅର୍ଥର ଠିକ୍ ବିନିଯୋଗ ହେଉନାହିଁ ବୋଲି ଅଭିଯୋଗ ହେଉଛି । ରାସ୍ତା, ଡ୍ରେନ ଓ ପାନୀୟ ଜଳ ଯୋଗାଣ କାର୍ଯ୍ୟରେ ନିମ୍ନମାନର ସାମଗ୍ରୀ ବ୍ୟବହାର ହେଉଥିବା ଦେଖାଯାଉଛି । ଠିକାଦାରମାନଙ୍କ ସହ ଅଧିକାରୀଙ୍କ ମିଳାମିଶା ଯୋଗୁ ଅଧିକାଂଶ କାମ ଅଧାରେ ପଡ଼ିରହିଛି । ସହରର ବହୁ ଅଞ୍ଚଳରେ ଆବର୍ଜନା ଗଦା ହୋଇ ରହିଛି ଏବଂ ମଶା ଉପଦ୍ରବ ବଢ଼ିଚାଲିଛି । ସ୍ମାର୍ଟ ସିଟି ଯୋଜନାରେ ଅନୁଦାନ ମିଳିଥିଲେ ମଧ୍ୟ କାମର ଗତି ଅତି ମନ୍ଥର । ସହରବାସୀ ଏହାକୁ ନେଇ ଅସନ୍ତୋଷ ପ୍ରକାଶ କରୁଛନ୍ତି । ବିଭିନ୍ନ ସଙ୍ଗଠନ ଆନ୍ଦୋଳନ ମଧ୍ୟ କରିଛନ୍ତି । ୨୦୨୪-୨୫ ଆର୍ଥିକ ବର୍ଷ ପାଇଁ ନିଗମକୁ ମିଳିଥିବା ଅର୍ଥର ହିସାବ ସ୍ୱଚ୍ଛ ନାହିଁ । ନିଗମ ପରିଚାଳନାରେ ସ୍ୱଚ୍ଛତା ଓ ଦାୟିତ୍ୱବୋଧ ଆବଶ୍ୟକ । ନହେଲେ ମହାନଗରର ସ୍ୱପ୍ନ କେବଳ କାଗଜ କଲମରେ ସୀମିତ ରହିଯିବ । — [6, 385, 342, 578]
envelope-icon — [1156, 551, 1212, 585]
solution-cell: E — [1300, 2221, 1313, 2239]
email-advt-note: :miku11@yahoo.com:Use only for advertisements, commercial queries) — [1169, 1371, 1473, 1400]
sudoku-cell[interactable] — [1177, 1946, 1212, 1979]
solution-cell: 2 — [1367, 2169, 1380, 2186]
sudoku-cell[interactable]: A — [1321, 1685, 1356, 1717]
solution-cell: A — [1460, 2151, 1473, 2168]
sudoku-cell[interactable] — [1355, 1815, 1392, 1847]
sudoku-cell[interactable] — [1321, 1914, 1356, 1946]
solution-cell: 1 — [1433, 2047, 1446, 2064]
sudoku-cell[interactable] — [1246, 1685, 1283, 1717]
solution-cell: F — [1340, 2186, 1353, 2203]
prasadhana-article — [6, 822, 1130, 1552]
sudoku-cell[interactable]: B — [1246, 1914, 1283, 1946]
solution-cell: 3 — [1380, 2186, 1393, 2203]
solution-cell: 8 — [1274, 2221, 1287, 2239]
solution-cell: 6 — [1433, 2134, 1446, 2151]
ei-bharat-body: ଧାରଣତଃ ନିର୍ବାଚନ ବେଳେ ଗ୍ରାମଗୁଡ଼ିକ ରାଜନୈତିକ ଦଳଗୁଡ଼ିକର ଭାଷଣ, ପତାକା, ବିଜ୍ଞାପନ ଓ ପ୍ରଚାର ଉଚ୍ଚସ୍ୱରରେ ପୂର୍ଣ୍ଣ ହୋଇଯାଏ । ନିର୍ବାଚନରେ ଜାତି, ବିକାଶ ଓ ଅଧିକାର ଆଦି ବିଷୟରେ ନିକଟରେ ଆଲୋଚନା ହୋଇଥାଏ । କିନ୍ତୁ ମଣିପୁରର ଏକ ଛୋଟ ଗ୍ରାମ ଖଲ୍ଲାରେ ଏଥର ବ୍ୟତିକ୍ରମ ଦେଖାଗଲା । ପ୍ରାୟ ୩୦୦୦ ଗ୍ରାମବାସୀ ନିଜର ଗ୍ରାମକୁ ସମ୍ପୂର୍ଣ୍ଣ ରୂପେ ରାଜନୈତିକ ପ୍ରଚାରମୁକ୍ତ ରଖିବାକୁ ନିଷ୍ପତ୍ତି ନେଲେ । କୌଣସି ଦଳ ଏଠାରେ ପତାକା ଲଗାଇ ପାରିବେ ନାହିଁ କି ମାଇକ୍ ବଜାଇ ପାରିବେ ନାହିଁ । ପ୍ରାର୍ଥୀମାନେ କେବଳ ଘରକୁ ଘର ଯାଇ ଭୋଟ ମାଗିପାରିବେ । ନିର୍ବାଚନ କମିଶନ ମଧ୍ୟ ଏହି ପଦକ୍ଷେପର ପ୍ରଶଂସା କରିଛନ୍ତି । ଏହି ଗ୍ରାମବାସୀଙ୍କ ମତରେ ପ୍ରଚାରରେ ସମାଜର ଶାନ୍ତି ନଷ୍ଟ ହୁଏ ଏବଂ ଲୋକଙ୍କ ମଧ୍ୟରେ ବିବାଦ ସୃଷ୍ଟି ହୁଏ । ସେଥିପାଇଁ ସମସ୍ତେ ମିଳିମିଶି ଏହି ନିର୍ଣ୍ଣୟ ନେଇଛନ୍ତି । ଗ୍ରାମର ଯୁବକମାନେ ମଧ୍ୟ ଏଥିରେ ସହଯୋଗ କରୁଛନ୍ତି । ଗ୍ରାମରେ ଶାନ୍ତିପୂର୍ଣ୍ଣ ଭୋଟଦାନ ପାଇଁ ଏହା ଏକ ଉଦାହରଣ ହୋଇପାରିଛି । ଅନ୍ୟ ଗ୍ରାମମାନେ ମଧ୍ୟ ଏହାକୁ ଅନୁସରଣ କରିପାରନ୍ତି । ଗ୍ରାମବାସୀଙ୍କୁ କମିଶନ ସମ୍ମାନିତ କରିବାକୁ ଯୋଜନା କରିଛନ୍ତି । ଏହି ଉଦ୍ୟମ ସାରା ଦେଶ ପାଇଁ ଅନୁପ୍ରେରଣା ଯୋଗାଇବ ବୋଲି ଆଶା କରାଯାଉଛି । ଗ୍ରାମବାସୀଙ୍କ ଏଭଳି ସଚେତନତା ଗଣତନ୍ତ୍ରକୁ ଅଧିକ ମଜବୁତ କରିବ । — [1148, 73, 1494, 311]
editorial-headline: ଠାକୁରଙ୍କୁ ଅବମାନନା — [397, 128, 1085, 218]
solution-cell: B — [1380, 2221, 1393, 2239]
sudoku-cell[interactable] — [1399, 1914, 1434, 1946]
solution-cell: B — [1420, 2117, 1433, 2134]
solution-cell: 2 — [1473, 2151, 1486, 2168]
cyan-dot — [256, 2302, 269, 2315]
letter-1-author: ଡି. ପି. ତ୍ରିପାଠୀ, ପୁରୀ — [1401, 724, 1494, 737]
sudoku-cell[interactable] — [1283, 1815, 1320, 1847]
sudoku-cell[interactable] — [1321, 1782, 1356, 1815]
solution-cell: D — [1460, 2204, 1473, 2221]
sudoku-cell[interactable]: 7 — [1246, 1847, 1283, 1880]
sudoku-cell[interactable] — [1283, 1685, 1320, 1717]
solution-cell: 0 — [1287, 2064, 1300, 2081]
sudoku-cell[interactable] — [1177, 1685, 1212, 1717]
registration-marks-1 — [256, 2300, 322, 2324]
solution-cell: 2 — [1327, 2117, 1340, 2134]
sudoku-cell[interactable] — [1177, 1880, 1212, 1913]
district-lead-letter: ସ — [6, 379, 36, 433]
chirantani-box — [6, 6, 342, 186]
yellow-dot — [288, 2300, 303, 2315]
sudoku-grid[interactable] — [1176, 1684, 1472, 1980]
solution-cell: F — [1393, 2047, 1406, 2064]
top-quote-author: –ଶ୍ରୀଅରବିନ୍ଦ — [925, 79, 988, 93]
email-advt[interactable]: E-mail: advt@dharitri.com — [1235, 1356, 1407, 1371]
solution-cell: D — [1353, 2030, 1366, 2047]
solution-cell: 4 — [1420, 2047, 1433, 2064]
top-quote-box — [352, 6, 1130, 102]
solution-cell: 8 — [1473, 2186, 1486, 2203]
solution-cell: 7 — [1327, 2099, 1340, 2116]
sudoku-cell[interactable] — [1355, 1880, 1392, 1913]
solution-cell: 7 — [1407, 2169, 1420, 2186]
solution-cell: 9 — [1447, 2151, 1460, 2168]
district-headline: ମହାନଗର ମହାଦୁର୍ନୀତି — [62, 339, 286, 372]
solution-cell: B — [1447, 2169, 1460, 2186]
solution-cell: 9 — [1300, 2186, 1313, 2203]
sudoku-cell[interactable]: 0 — [1355, 1717, 1392, 1749]
district-diary-section — [6, 200, 342, 812]
solution-cell: 3 — [1433, 2169, 1446, 2186]
solution-cell: C — [1380, 2082, 1393, 2099]
solution-cell: C — [1353, 2186, 1366, 2203]
solution-cell: 5 — [1353, 2134, 1366, 2151]
solution-cell: 4 — [1420, 2082, 1433, 2099]
